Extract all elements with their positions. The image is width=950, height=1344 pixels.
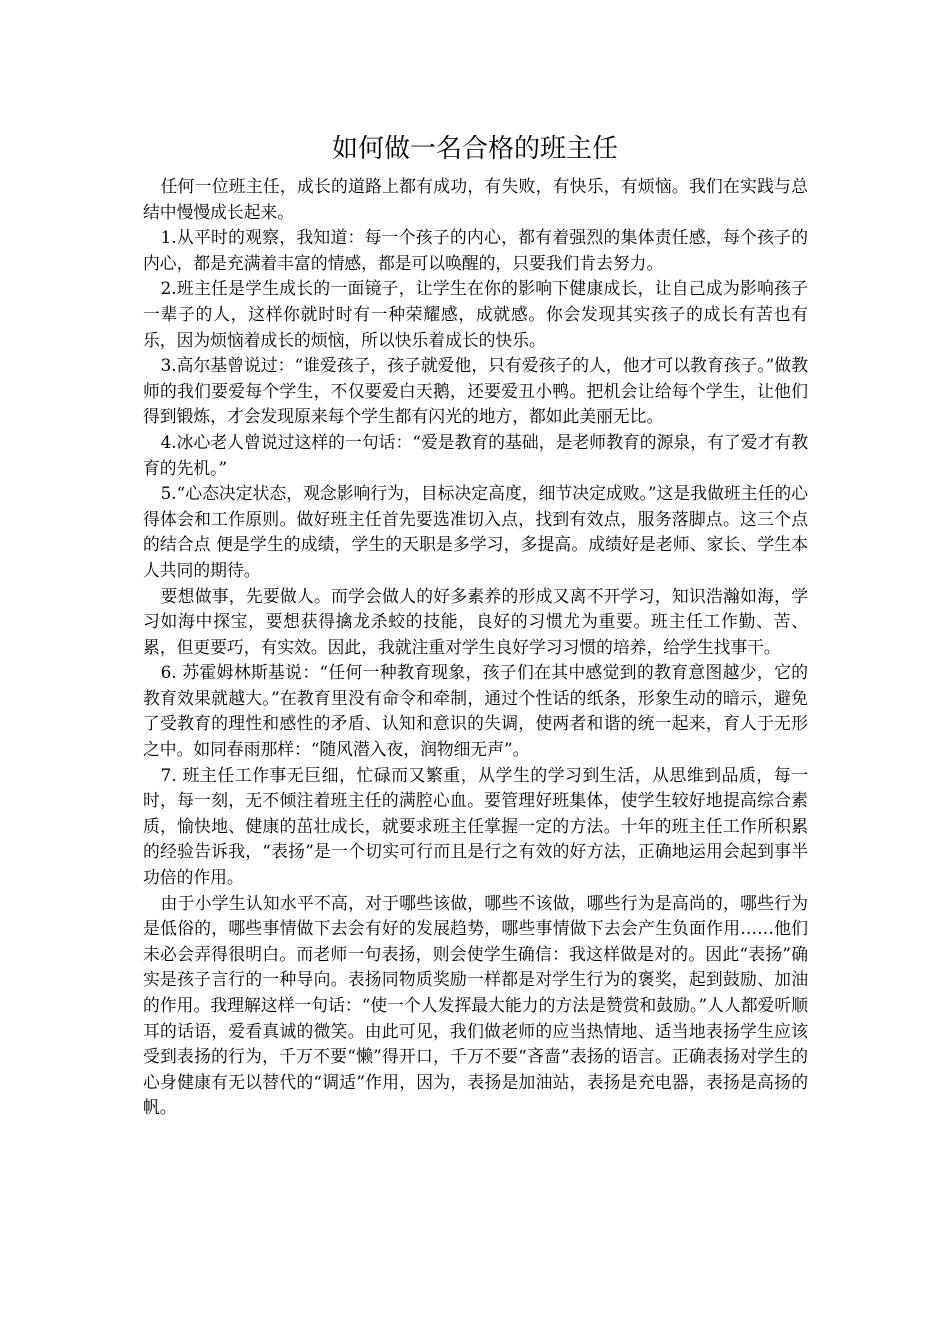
paragraph-3: 3.高尔基曾说过：“谁爱孩子，孩子就爱他，只有爱孩子的人，他才可以教育孩子。”做教师的我们要爱每个学生，不仅要爱白天鹅，还要爱丑小鸭。把机会让给每个学生，让他们得到锻炼，才会发现原来每个学生都有闪光的地方，都如此美丽无比。 bbox=[143, 355, 808, 427]
paragraph-intro: 任何一位班主任，成长的道路上都有成功，有失败，有快乐，有烦恼。我们在实践与总结中慢慢成长起来。 bbox=[143, 176, 808, 222]
document-body bbox=[143, 174, 808, 1121]
paragraph-7-continued: 由于小学生认知水平不高，对于哪些该做，哪些不该做，哪些行为是高尚的，哪些行为是低俗的，哪些事情做下去会有好的发展趋势，哪些事情做下去会产生负面作用……他们未必会弄得很明白。而老师一句表扬，则会使学生确信：我这样做是对的。因此“表扬”确实是孩子言行的一种导向。表扬同物质奖励一样都是对学生行为的褒奖，起到鼓励、加油的作用。我理解这样一句话：“使一个人发挥最大能力的方法是赞赏和鼓励。”人人都爱听顺耳的话语，爱看真诚的微笑。由此可见，我们做老师的应当热情地、适当地表扬学生应该受到表扬的行为，千万不要“懒”得开口，千万不要“吝啬”表扬的语言。正确表扬对学生的心身健康有无以替代的“调适”作用，因为，表扬是加油站，表扬是充电器，表扬是高扬的帆。 bbox=[143, 892, 808, 1118]
paragraph-2: 2.班主任是学生成长的一面镜子，让学生在你的影响下健康成长，让自己成为影响孩子一辈子的人，这样你就时时有一种荣耀感，成就感。你会发现其实孩子的成长有苦也有乐，因为烦恼着成长的烦恼，所以快乐着成长的快乐。 bbox=[143, 278, 808, 350]
paragraph-4: 4.冰心老人曾说过这样的一句话：“爱是教育的基础，是老师教育的源泉，有了爱才有教育的先机。” bbox=[143, 431, 808, 478]
paragraph-6: 6. 苏霍姆林斯基说：“任何一种教育现象，孩子们在其中感觉到的教育意图越少，它的教育效果就越大。”在教育里没有命令和牵制，通过个性话的纸条，形象生动的暗示，避免了受教育的理性和感性的矛盾、认知和意识的失调，使两者和谐的统一起来，育人于无形之中。如同春雨那样：“随风潜入夜，润物细无声”。 bbox=[143, 662, 808, 760]
paragraph-5-continued: 要想做事，先要做人。而学会做人的好多素养的形成又离不开学习，知识浩瀚如海，学习如海中探宝，要想获得擒龙杀蛟的技能，良好的习惯尤为重要。班主任工作勤、苦、累，但更要巧，有实效。因此，我就注重对学生良好学习习惯的培养，给学生找事干。 bbox=[143, 585, 808, 657]
document-title: 如何做一名合格的班主任 bbox=[331, 134, 618, 164]
paragraph-5: 5.“心态决定状态，观念影响行为，目标决定高度，细节决定成败。”这是我做班主任的心得体会和工作原则。做好班主任首先要选准切入点，找到有效点，服务落脚点。这三个点的结合点 便是学生的成绩，学生的天职是多学习，多提高。成绩好是老师、家长、学生本人共同的期待。 bbox=[143, 483, 808, 580]
paragraph-7: 7. 班主任工作事无巨细，忙碌而又繁重，从学生的学习到生活，从思维到品质，每一时，每一刻，无不倾注着班主任的满腔心血。要管理好班集体，使学生较好地提高综合素质，愉快地、健康的茁壮成长，就要求班主任掌握一定的方法。十年的班主任工作所积累的经验告诉我，“表扬”是一个切实可行而且是行之有效的好方法，正确地运用会起到事半功倍的作用。 bbox=[143, 764, 808, 888]
paragraph-1: 1.从平时的观察，我知道：每一个孩子的内心，都有着强烈的集体责任感，每个孩子的内心，都是充满着丰富的情感，都是可以唤醒的，只要我们肯去努力。 bbox=[143, 227, 808, 273]
